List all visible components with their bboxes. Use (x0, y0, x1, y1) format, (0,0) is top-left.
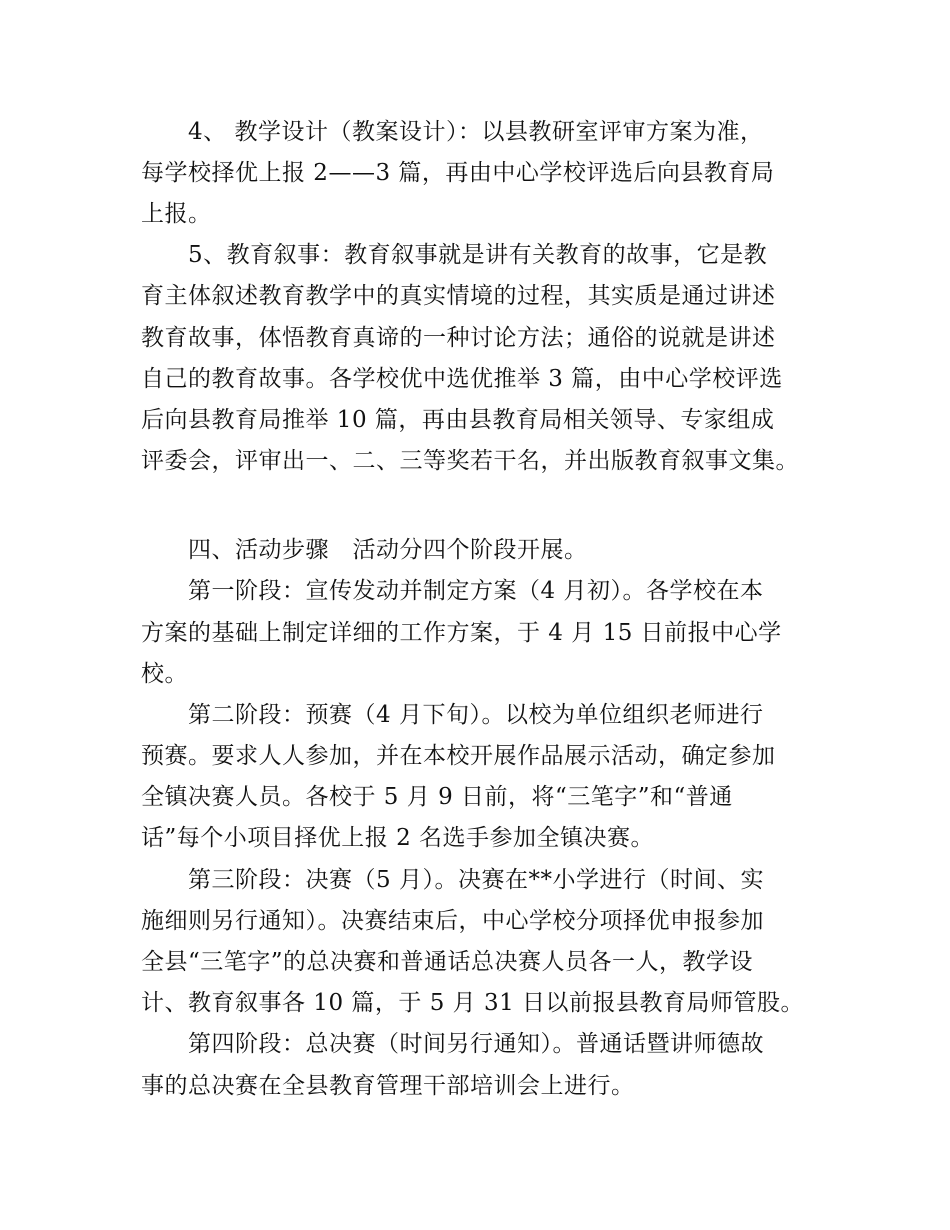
text-line: 4、 教学设计（教案设计）：以县教研室评审方案为准， (188, 119, 764, 145)
text-line: 话”每个小项目择优上报 2 名选手参加全镇决赛。 (141, 825, 655, 851)
section-heading: 四、活动步骤 活动分四个阶段开展。 (188, 537, 588, 563)
text-line: 方案的基础上制定详细的工作方案，于 4 月 15 日前报中心学 (141, 620, 782, 646)
text-line: 第三阶段：决赛（5 月）。决赛在**小学进行（时间、实 (188, 867, 764, 893)
text-line: 5、教育叙事：教育叙事就是讲有关教育的故事，它是教 (188, 242, 768, 268)
text-line: 事的总决赛在全县教育管理干部培训会上进行。 (141, 1073, 635, 1099)
text-line: 全镇决赛人员。各校于 5 月 9 日前，将“三笔字”和“普通 (141, 784, 733, 810)
text-line: 评委会，评审出一、二、三等奖若干名，并出版教育叙事文集。 (141, 448, 799, 474)
text-line: 计、教育叙事各 10 篇，于 5 月 31 日以前报县教育局师管股。 (141, 990, 805, 1016)
text-line: 自己的教育故事。各学校优中选优推举 3 篇，由中心学校评选 (141, 366, 783, 392)
text-line: 第一阶段：宣传发动并制定方案（4 月初）。各学校在本 (188, 578, 764, 604)
text-line: 第二阶段：预赛（4 月下旬）。以校为单位组织老师进行 (188, 702, 764, 728)
text-line: 教育故事，体悟教育真谛的一种讨论方法；通俗的说就是讲述 (141, 325, 776, 351)
text-line: 每学校择优上报 2——3 篇，再由中心学校评选后向县教育局 (141, 160, 775, 186)
text-line: 后向县教育局推举 10 篇，再由县教育局相关领导、专家组成 (141, 407, 775, 433)
text-line: 全县“三笔字”的总决赛和普通话总决赛人员各一人，教学设 (141, 949, 754, 975)
text-line: 预赛。要求人人参加，并在本校开展作品展示活动，确定参加 (141, 743, 776, 769)
text-line: 校。 (141, 661, 188, 687)
text-line: 育主体叙述教育教学中的真实情境的过程，其实质是通过讲述 (141, 283, 776, 309)
text-line: 上报。 (141, 201, 212, 227)
text-line: 第四阶段：总决赛（时间另行通知）。普通话暨讲师德故 (188, 1031, 764, 1057)
text-line: 施细则另行通知）。决赛结束后，中心学校分项择优申报参加 (141, 908, 764, 934)
